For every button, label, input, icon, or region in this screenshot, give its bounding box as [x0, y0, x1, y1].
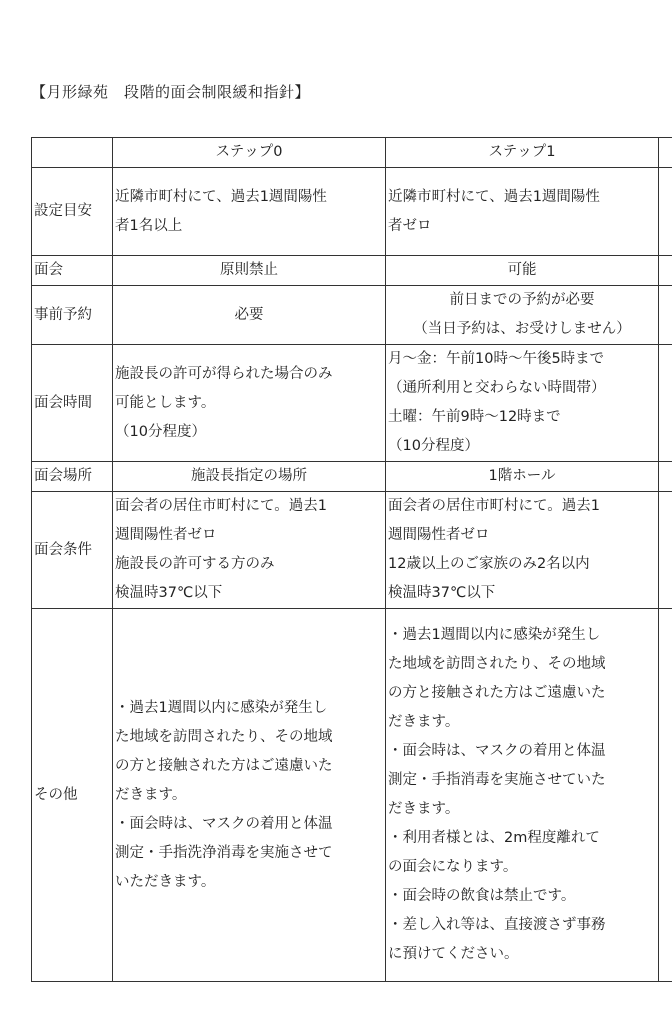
place-step1-cell: 1階ホール — [386, 462, 659, 492]
other-step0-line: だきます。 — [115, 786, 187, 803]
other-step0-line: いただきます。 — [115, 873, 216, 890]
table-row-setting — [32, 168, 672, 256]
condition-step1-line: 面会者の居住市町村にて。過去1 — [388, 498, 600, 514]
table-row-reservation — [32, 286, 672, 345]
other-next-step-cell — [659, 609, 672, 982]
reservation-step1-cell — [386, 286, 659, 345]
setting-next-step-cell — [659, 168, 672, 256]
time-step0-line: 施設長の許可が得られた場合のみ — [115, 365, 333, 382]
other-step0-line: ・過去1週間以内に感染が発生し — [115, 699, 328, 716]
other-step1-line: だきます。 — [388, 714, 460, 730]
other-step1-line: に預けてください。 — [388, 946, 519, 962]
place-step0-cell: 施設長指定の場所 — [113, 462, 386, 492]
other-step1-line: の面会になります。 — [388, 859, 518, 875]
time-step1-line: 土曜：午前9時～12時まで — [388, 409, 561, 425]
condition-step0-line: 施設長の許可する方のみ — [115, 556, 275, 572]
visit-step0-cell: 原則禁止 — [113, 256, 386, 286]
condition-step1-line: 12歳以上のご家族のみ2名以内 — [388, 556, 590, 572]
condition-step0-line: 面会者の居住市町村にて。過去1 — [115, 498, 327, 514]
visit-step1-cell: 可能 — [386, 256, 659, 286]
header-step0: ステップ0 — [113, 138, 386, 168]
time-step1-line: 月～金：午前10時～午後5時まで — [388, 351, 605, 367]
other-step1-line: ・面会時は、マスクの着用と体温 — [388, 743, 606, 759]
row-label-condition: 面会条件 — [32, 492, 113, 609]
visitation-guideline-table — [31, 137, 672, 982]
time-step0-line: 可能とします。 — [115, 394, 216, 411]
visit-next-step-cell — [659, 256, 672, 286]
setting-step1-line: 近隣市町村にて、過去1週間陽性 — [388, 188, 600, 205]
table-row-condition — [32, 492, 672, 609]
setting-step1-cell — [386, 168, 659, 256]
table-row-other — [32, 609, 672, 982]
condition-step1-cell — [386, 492, 659, 609]
setting-step0-cell — [113, 168, 386, 256]
setting-step1-line: 者ゼロ — [388, 217, 432, 234]
other-step1-line: た地域を訪問されたり、その地域 — [388, 656, 606, 672]
table-row-place — [32, 462, 672, 492]
time-step1-line: （通所利用と交わらない時間帯） — [388, 380, 606, 396]
time-step1-cell — [386, 345, 659, 462]
other-step1-line: ・過去1週間以内に感染が発生し — [388, 627, 601, 643]
other-step1-line: ・差し入れ等は、直接渡さず事務 — [388, 917, 606, 933]
condition-step0-line: 検温時37℃以下 — [115, 585, 223, 601]
row-label-reservation: 事前予約 — [32, 286, 113, 345]
time-next-step-cell — [659, 345, 672, 462]
other-step1-line: ・利用者様とは、2m程度離れて — [388, 830, 600, 846]
condition-next-step-cell — [659, 492, 672, 609]
reservation-next-step-cell — [659, 286, 672, 345]
row-label-time: 面会時間 — [32, 345, 113, 462]
other-step1-line: の方と接触された方はご遠慮いた — [388, 685, 606, 701]
other-step1-line: 測定・手指消毒を実施させていた — [388, 772, 606, 788]
other-step1-line: ・面会時の飲食は禁止です。 — [388, 888, 576, 904]
other-step1-line: だきます。 — [388, 801, 460, 817]
other-step0-line: 測定・手指洗浄消毒を実施させて — [115, 844, 333, 861]
condition-step0-cell — [113, 492, 386, 609]
row-label-place: 面会場所 — [32, 462, 113, 492]
setting-step0-line: 近隣市町村にて、過去1週間陽性 — [115, 188, 327, 205]
other-step0-line: た地域を訪問されたり、その地域 — [115, 728, 333, 745]
other-step0-line: ・面会時は、マスクの着用と体温 — [115, 815, 333, 832]
setting-step0-line: 者1名以上 — [115, 217, 183, 234]
header-corner-cell — [32, 138, 113, 168]
reservation-step1-line: （当日予約は、お受けしません） — [413, 321, 631, 337]
reservation-step0-cell: 必要 — [113, 286, 386, 345]
header-next-step-cell — [659, 138, 672, 168]
row-label-other: その他 — [32, 609, 113, 982]
other-step0-line: の方と接触された方はご遠慮いた — [115, 757, 333, 774]
table-row-visit — [32, 256, 672, 286]
row-label-setting: 設定目安 — [32, 168, 113, 256]
row-label-visit: 面会 — [32, 256, 113, 286]
condition-step1-line: 週間陽性者ゼロ — [388, 527, 490, 543]
place-next-step-cell — [659, 462, 672, 492]
time-step1-line: （10分程度） — [388, 438, 479, 454]
condition-step0-line: 週間陽性者ゼロ — [115, 527, 217, 543]
reservation-step1-line: 前日までの予約が必要 — [449, 292, 595, 308]
other-step1-cell — [386, 609, 659, 982]
time-step0-line: （10分程度） — [115, 423, 206, 440]
header-step1: ステップ1 — [386, 138, 659, 168]
table-header-row — [32, 138, 672, 168]
table-row-time — [32, 345, 672, 462]
time-step0-cell — [113, 345, 386, 462]
other-step0-cell — [113, 609, 386, 982]
document-title: 【月形緑苑 段階的面会制限緩和指針】 — [31, 83, 311, 101]
condition-step1-line: 検温時37℃以下 — [388, 585, 496, 601]
